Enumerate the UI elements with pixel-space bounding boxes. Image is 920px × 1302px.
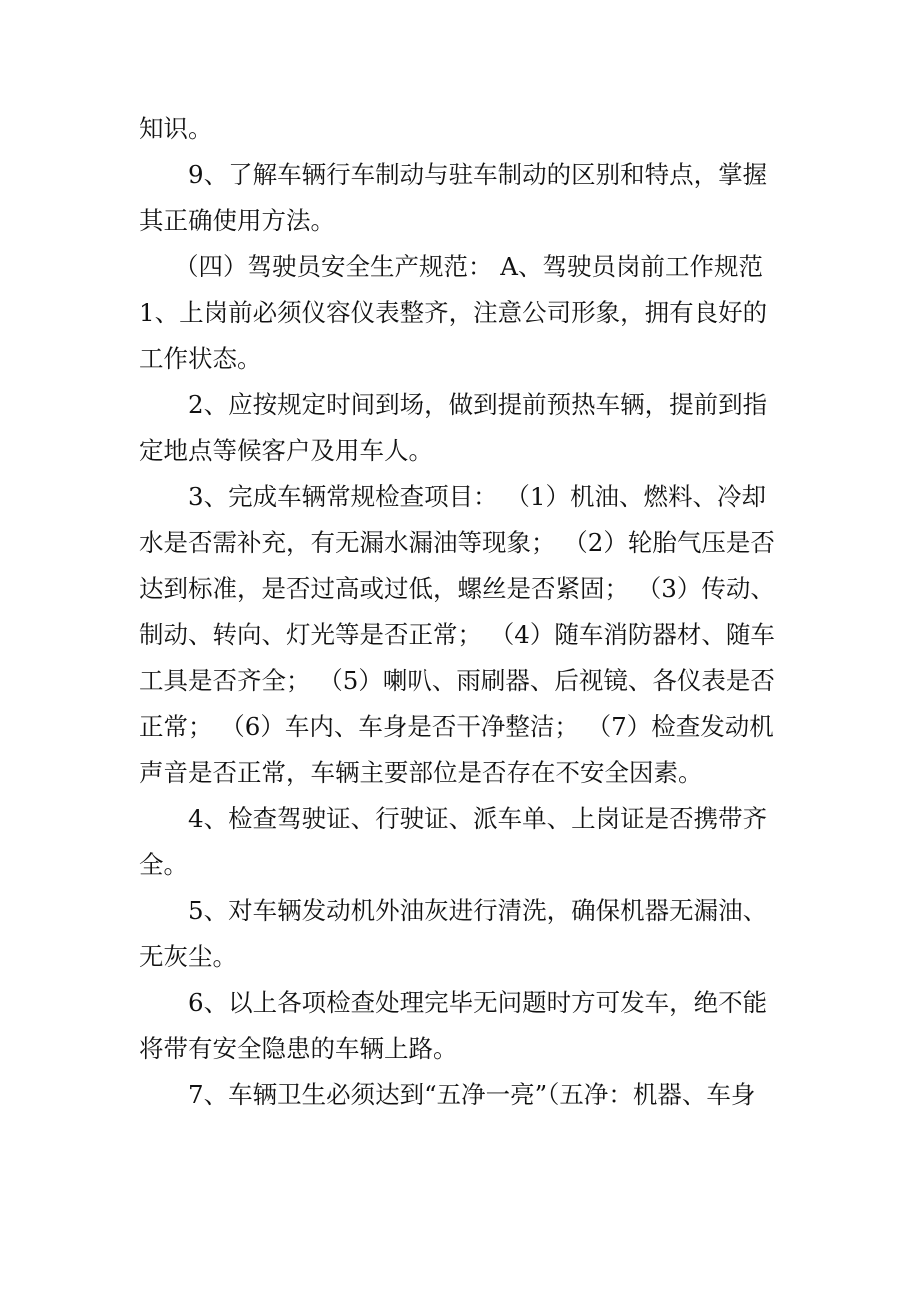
text-line: 声音是否正常，车辆主要部位是否存在不安全因素。 <box>139 758 703 787</box>
text-line: 达到标准，是否过高或过低，螺丝是否紧固； （3）传动、 <box>139 574 775 603</box>
document-body <box>139 106 781 1118</box>
text-line: 水是否需补充，有无漏水漏油等现象； （2）轮胎气压是否 <box>139 528 775 557</box>
text-line: 其正确使用方法。 <box>139 206 335 235</box>
section-heading: （四）驾驶员安全生产规范： A、驾驶员岗前工作规范 <box>174 252 763 281</box>
text-line: 将带有安全隐患的车辆上路。 <box>139 1034 458 1063</box>
text-line: 1、上岗前必须仪容仪表整齐，注意公司形象，拥有良好的 <box>139 298 768 327</box>
text-line: 6、以上各项检查处理完毕无问题时方可发车，绝不能 <box>188 988 768 1017</box>
text-line: 全。 <box>139 850 188 879</box>
text-line: 3、完成车辆常规检查项目： （1）机油、燃料、冷却 <box>188 482 766 511</box>
text-line: 知识。 <box>139 114 213 143</box>
text-line: 正常； （6）车内、车身是否干净整洁； （7）检查发动机 <box>139 712 774 741</box>
text-line: 无灰尘。 <box>139 942 237 971</box>
text-line: 制动、转向、灯光等是否正常； （4）随车消防器材、随车 <box>139 620 775 649</box>
text-line: 9、了解车辆行车制动与驻车制动的区别和特点，掌握 <box>188 160 768 189</box>
text-line: 工作状态。 <box>139 344 262 373</box>
text-line: 5、对车辆发动机外油灰进行清洗，确保机器无漏油、 <box>188 896 768 925</box>
text-line: 7、车辆卫生必须达到“五净一亮”（五净：机器、车身 <box>188 1080 756 1109</box>
text-line: 2、应按规定时间到场，做到提前预热车辆，提前到指 <box>188 390 768 419</box>
text-line: 工具是否齐全； （5）喇叭、雨刷器、后视镜、各仪表是否 <box>139 666 775 695</box>
text-line: 定地点等候客户及用车人。 <box>139 436 433 465</box>
text-line: 4、检查驾驶证、行驶证、派车单、上岗证是否携带齐 <box>188 804 768 833</box>
